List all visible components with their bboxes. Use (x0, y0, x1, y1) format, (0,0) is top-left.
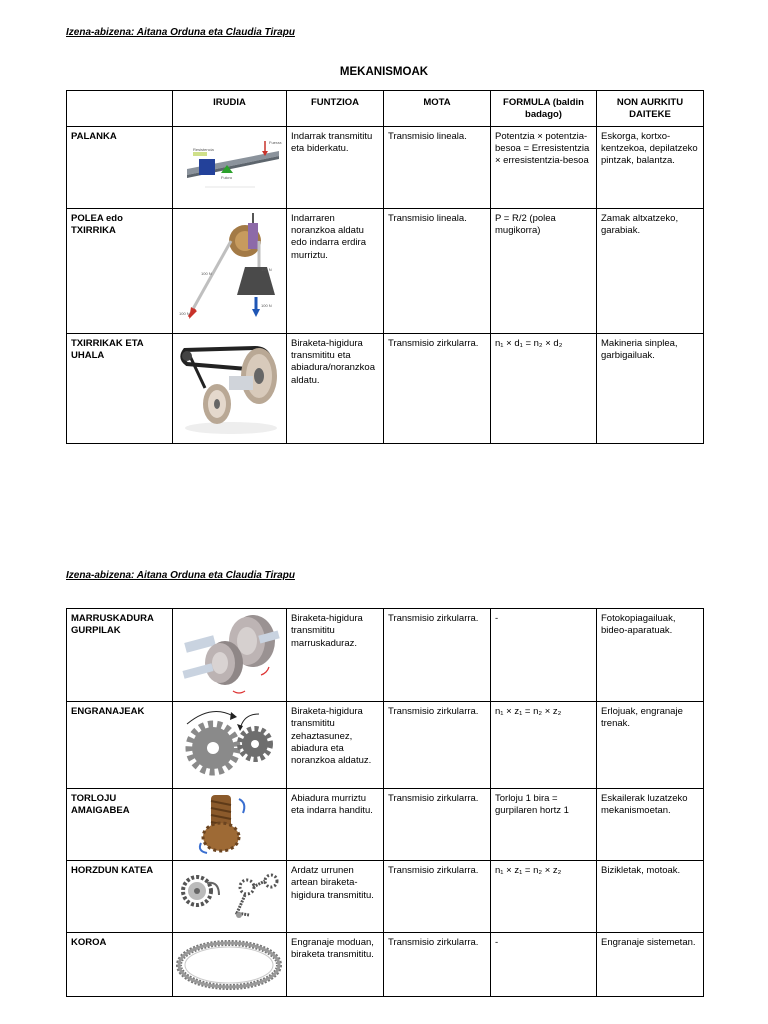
worm-gear-illustration (173, 789, 287, 861)
svg-text:Fulcro: Fulcro (221, 174, 233, 180)
lever-illustration (173, 126, 287, 208)
svg-text:100 N: 100 N (261, 266, 272, 272)
row-name: POLEA edo TXIRRIKA (67, 208, 173, 333)
table-row (67, 609, 704, 702)
belt-pulleys-illustration (173, 333, 287, 443)
header-type: MOTA (384, 91, 491, 127)
svg-text:100 N: 100 N (261, 302, 272, 308)
header-formula: FORMULA (baldin badago) (491, 91, 597, 127)
header-where: NON AURKITU DAITEKE (597, 91, 704, 127)
row-name: TXIRRIKAK ETA UHALA (67, 333, 173, 443)
row-type: Transmisio zirkularra. (384, 333, 491, 443)
table-row (67, 861, 704, 933)
row-formula: - (491, 609, 597, 702)
row-name: HORZDUN KATEA (67, 861, 173, 933)
row-where: Erlojuak, engranaje trenak. (597, 702, 704, 789)
row-type: Transmisio zirkularra. (384, 702, 491, 789)
row-where: Zamak altxatzeko, garabiak. (597, 208, 704, 333)
friction-wheels-illustration (173, 609, 287, 702)
table-row (67, 789, 704, 861)
row-function: Biraketa-higidura transmititu eta abiadura/noranzkoa aldatu. (287, 333, 384, 443)
chain-sprocket-illustration (173, 861, 287, 933)
row-type: Transmisio zirkularra. (384, 861, 491, 933)
header-image: IRUDIA (173, 91, 287, 127)
row-name: PALANKA (67, 126, 173, 208)
mechanisms-table-2 (66, 608, 704, 997)
row-type: Transmisio lineala. (384, 126, 491, 208)
row-where: Bizikletak, motoak. (597, 861, 704, 933)
svg-text:Fuerza: Fuerza (269, 139, 282, 145)
row-type: Transmisio zirkularra. (384, 609, 491, 702)
row-function: Ardatz urrunen artean biraketa-higidura transmititu. (287, 861, 384, 933)
row-where: Eskailerak luzatzeko mekanismoetan. (597, 789, 704, 861)
row-where: Makineria sinplea, garbigailuak. (597, 333, 704, 443)
row-name: ENGRANAJEAK (67, 702, 173, 789)
row-function: Biraketa-higidura transmititu zehaztasunez, abiadura eta noranzkoa aldatuz. (287, 702, 384, 789)
table-row (67, 702, 704, 789)
row-name: MARRUSKADURA GURPILAK (67, 609, 173, 702)
row-type: Transmisio zirkularra. (384, 789, 491, 861)
row-function: Indarrak transmititu eta biderkatu. (287, 126, 384, 208)
header-empty (67, 91, 173, 127)
table-header-row (67, 91, 704, 127)
row-function: Engranaje moduan, biraketa transmititu. (287, 933, 384, 997)
author-line: Izena-abizena: Aitana Orduna eta Claudia Tirapu (66, 27, 295, 38)
mechanisms-table-1 (66, 90, 704, 444)
table-row (67, 208, 704, 333)
ring-gear-illustration (173, 933, 287, 997)
svg-text:100 N: 100 N (179, 310, 190, 316)
header-function: FUNTZIOA (287, 91, 384, 127)
row-formula: P = R/2 (polea mugikorra) (491, 208, 597, 333)
row-formula: n₁ × z₁ = n₂ × z₂ (491, 702, 597, 789)
row-where: Fotokopiagailuak, bideo-aparatuak. (597, 609, 704, 702)
svg-text:100 N: 100 N (201, 270, 212, 276)
row-formula: Potentzia × potentzia-besoa = Erresistentzia × erresistentzia-besoa (491, 126, 597, 208)
row-formula: n₁ × z₁ = n₂ × z₂ (491, 861, 597, 933)
row-function: Abiadura murriztu eta indarra handitu. (287, 789, 384, 861)
pulley-illustration (173, 208, 287, 333)
row-type: Transmisio zirkularra. (384, 933, 491, 997)
row-where: Eskorga, kortxo-kentzekoa, depilatzeko pintzak, balantza. (597, 126, 704, 208)
svg-text:Resistencia: Resistencia (193, 146, 214, 152)
row-type: Transmisio lineala. (384, 208, 491, 333)
table-row (67, 126, 704, 208)
author-line: Izena-abizena: Aitana Orduna eta Claudia Tirapu (66, 570, 295, 581)
table-row (67, 333, 704, 443)
row-formula: n₁ × d₁ = n₂ × d₂ (491, 333, 597, 443)
row-function: Indarraren noranzkoa aldatu edo indarra erdira murriztu. (287, 208, 384, 333)
row-formula: - (491, 933, 597, 997)
row-function: Biraketa-higidura transmititu marruskaduraz. (287, 609, 384, 702)
gears-illustration (173, 702, 287, 789)
table-row (67, 933, 704, 997)
row-name: KOROA (67, 933, 173, 997)
row-formula: Torloju 1 bira = gurpilaren hortz 1 (491, 789, 597, 861)
row-where: Engranaje sistemetan. (597, 933, 704, 997)
page-title: MEKANISMOAK (339, 66, 429, 78)
row-name: TORLOJU AMAIGABEA (67, 789, 173, 861)
